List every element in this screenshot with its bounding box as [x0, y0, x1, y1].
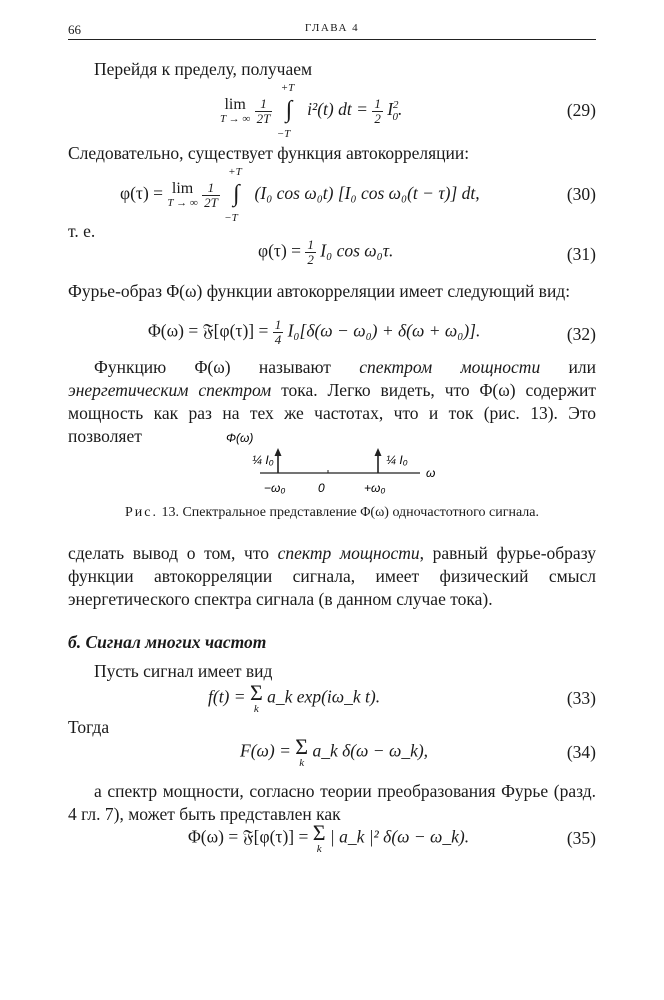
term-power-spectrum-2: спектр мощности [277, 543, 420, 563]
eq30-limit: lim T → ∞ [167, 180, 198, 209]
eq35-lhs: Φ(ω) = 𝔉[φ(τ)] = [188, 826, 309, 847]
figure-left-arrowhead [275, 448, 282, 456]
figure-tick-pos: +ω₀ [364, 481, 386, 495]
paragraph-7: Пусть сигнал имеет вид [94, 661, 273, 681]
figure-caption: Рис. 13. Спектральное представление Φ(ω) одночастотного сигнала. [124, 505, 540, 520]
figure-right-amplitude: ¼ I₀ [386, 453, 408, 467]
term-energy-spectrum: энергетическим спектром [68, 380, 272, 400]
eq30-fraction: $\frac{1}{2T}$ [204, 179, 218, 210]
equation-number-34: (34) [566, 742, 596, 762]
figure-y-label: Φ(ω) [226, 431, 254, 445]
figure-right-arrowhead [375, 448, 382, 456]
eq34-rhs: a_k δ(ω − ω_k), [312, 740, 429, 761]
eq30-integrand: (I₀ cos ω₀t) [I₀ cos ω₀(t − τ)] dt, [254, 183, 480, 204]
paragraph-9: а спектр мощности, согласно теории преобразования Фурье (разд. 4 гл. 7), может быть представлен как [68, 781, 596, 824]
equation-32 [68, 318, 596, 358]
equation-number-33: (33) [566, 688, 596, 708]
equation-35 [68, 822, 596, 866]
figure-x-axis-label: ω [426, 466, 436, 480]
page-header [68, 20, 596, 40]
eq33-lhs: f(t) = [208, 686, 246, 707]
eq33-sum: Σ k [249, 680, 263, 715]
equation-34 [68, 736, 596, 780]
section-heading: б. Сигнал многих частот [68, 632, 267, 652]
equation-number-35: (35) [566, 828, 596, 848]
figure-tick-neg: −ω₀ [264, 481, 286, 495]
page-number: 66 [68, 22, 81, 37]
eq30-lhs: φ(τ) = [120, 183, 164, 204]
eq32-lhs: Φ(ω) = 𝔉[φ(τ)] = [148, 320, 269, 341]
chapter-title: ГЛАВА 4 [304, 22, 360, 34]
eq31-rhs: I₀ cos ω₀τ. [320, 240, 394, 261]
figure-tick-zero: 0 [318, 481, 325, 495]
eq30-integral: +T ∫ −T [224, 166, 242, 224]
figure-left-amplitude: ¼ I₀ [252, 453, 274, 467]
equation-30 [68, 166, 596, 226]
equation-31 [68, 238, 596, 278]
eq33-rhs: a_k exp(iω_k t). [267, 686, 381, 707]
equation-number-30: (30) [566, 184, 596, 204]
eq29-rhs-fraction: $\frac{1}{2}$ [374, 95, 381, 126]
term-power-spectrum: спектром мощности [359, 357, 541, 377]
eq29-rhs: $I^2_0$. [387, 99, 403, 123]
equation-number-29: (29) [566, 100, 596, 120]
eq34-sum: Σ k [295, 734, 309, 769]
eq34-lhs: F(ω) = [240, 740, 291, 761]
header-rule [68, 39, 596, 40]
eq29-integral: +T ∫ −T [276, 82, 295, 140]
paragraph-5: Функцию Φ(ω) называют спектром мощности или энергетическим спектром тока. Легко видеть, что Φ(ω) содержит мощность как раз на тех же частотах, что и ток (рис. 13). Это позволяет [68, 357, 596, 446]
equation-number-31: (31) [566, 244, 596, 264]
paragraph-3: т. е. [68, 221, 96, 241]
eq35-rhs: | a_k |² δ(ω − ω_k). [329, 826, 470, 847]
eq29-integrand: i²(t) dt = [307, 99, 368, 120]
eq31-lhs: φ(τ) = [258, 240, 302, 261]
eq32-rhs: I₀[δ(ω − ω₀) + δ(ω + ω₀)]. [287, 320, 481, 341]
equation-29 [68, 82, 596, 142]
paragraph-2: Следовательно, существует функция автокорреляции: [68, 143, 470, 163]
paragraph-4: Фурье-образ Φ(ω) функции автокорреляции имеет следующий вид: [68, 281, 571, 301]
paragraph-1: Перейдя к пределу, получаем [94, 59, 313, 79]
eq29-limit: lim T → ∞ [220, 96, 251, 125]
paragraph-8: Тогда [68, 717, 110, 737]
figure-13-spectrum-diagram [220, 428, 450, 500]
paragraph-6: сделать вывод о том, что спектр мощности, равный фурье-образу функции автокорреляции сигнала, имеет физический смысл энергетического спектра сигнала (в данном случае тока). [68, 543, 596, 609]
eq31-fraction: $\frac{1}{2}$ [307, 237, 314, 267]
eq32-fraction: $\frac{1}{4}$ [274, 317, 282, 347]
eq35-sum: Σ k [312, 820, 326, 855]
eq29-fraction: $\frac{1}{2T}$ [256, 95, 271, 126]
equation-number-32: (32) [566, 324, 596, 344]
